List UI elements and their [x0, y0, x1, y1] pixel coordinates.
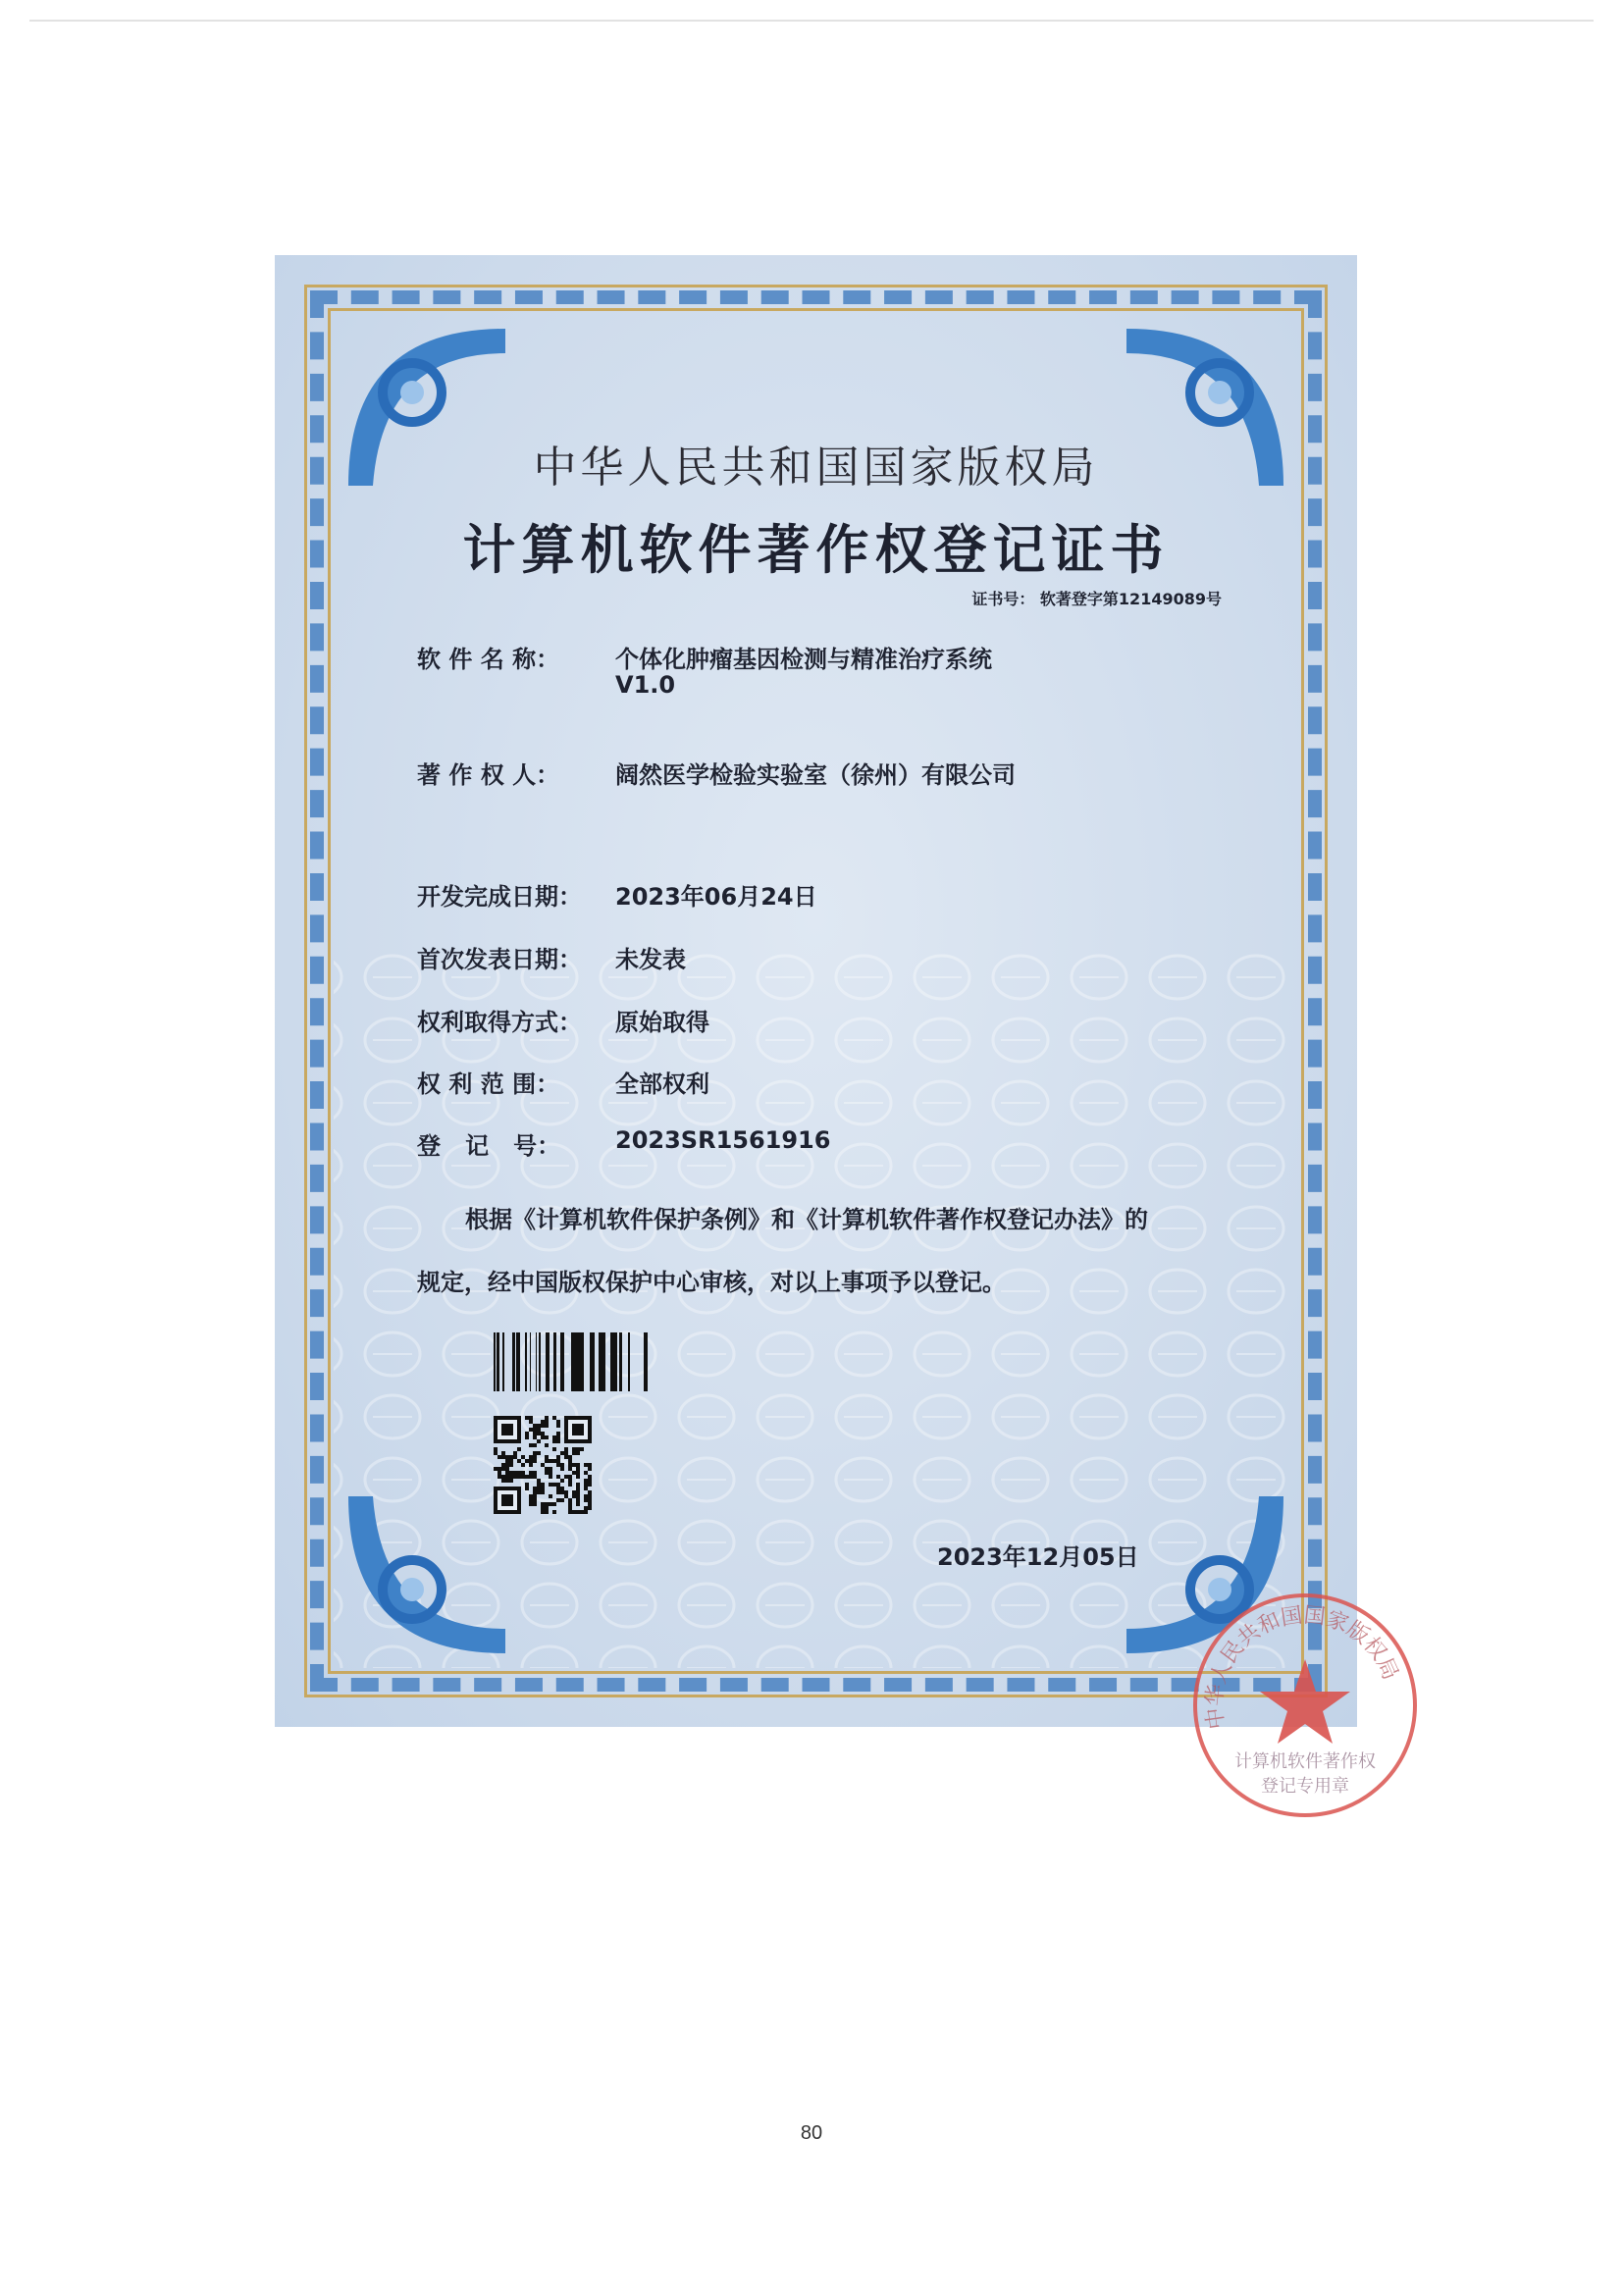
- field-label-publish-date: 首次发表日期：: [417, 946, 582, 973]
- field-value-completion-date: 2023年06月24日: [615, 883, 817, 911]
- field-label-acquisition: 权利取得方式：: [417, 1009, 582, 1036]
- field-label-registration-no: 登 记 号：: [417, 1132, 561, 1160]
- svg-text:中华人民共和国国家版权局: 中华人民共和国国家版权局: [1202, 1603, 1403, 1731]
- certificate-number-label: 证书号：: [971, 590, 1035, 608]
- field-label-scope: 权 利 范 围：: [417, 1070, 560, 1098]
- statement-line-2: 规定，经中国版权保护中心审核，对以上事项予以登记。: [417, 1269, 1006, 1296]
- certificate-title: 计算机软件著作权登记证书: [462, 518, 1170, 581]
- field-label-completion-date: 开发完成日期：: [417, 883, 582, 911]
- page-top-rule: [29, 20, 1594, 22]
- certificate-number-value: 软著登字第12149089号: [1039, 590, 1222, 608]
- field-value-acquisition: 原始取得: [615, 1009, 709, 1036]
- field-value-software-name: 个体化肿瘤基因检测与精准治疗系统: [615, 646, 992, 673]
- qr-code: [494, 1416, 592, 1514]
- field-value-publish-date: 未发表: [615, 946, 686, 973]
- corner-ornament-icon: [343, 1491, 510, 1658]
- certificate: [275, 255, 1403, 1797]
- page-number: 80: [800, 2122, 823, 2144]
- certificate-number: [971, 587, 1222, 609]
- issuer-title: 中华人民共和国国家版权局: [533, 443, 1099, 493]
- field-value-software-version: V1.0: [615, 671, 676, 699]
- field-label-owner: 著 作 权 人：: [417, 761, 560, 789]
- field-value-scope: 全部权利: [615, 1070, 709, 1098]
- svg-text:登记专用章: 登记专用章: [1261, 1776, 1349, 1797]
- field-label-software-name: 软 件 名 称：: [417, 646, 560, 673]
- svg-text:计算机软件著作权: 计算机软件著作权: [1234, 1751, 1376, 1772]
- field-value-registration-no: 2023SR1561916: [615, 1126, 831, 1154]
- statement-line-1: 根据《计算机软件保护条例》和《计算机软件著作权登记办法》的: [465, 1206, 1148, 1233]
- official-seal: [1190, 1591, 1420, 1820]
- field-value-owner: 阔然医学检验实验室（徐州）有限公司: [615, 761, 1016, 789]
- barcode: [494, 1332, 648, 1391]
- issue-date: 2023年12月05日: [937, 1543, 1139, 1571]
